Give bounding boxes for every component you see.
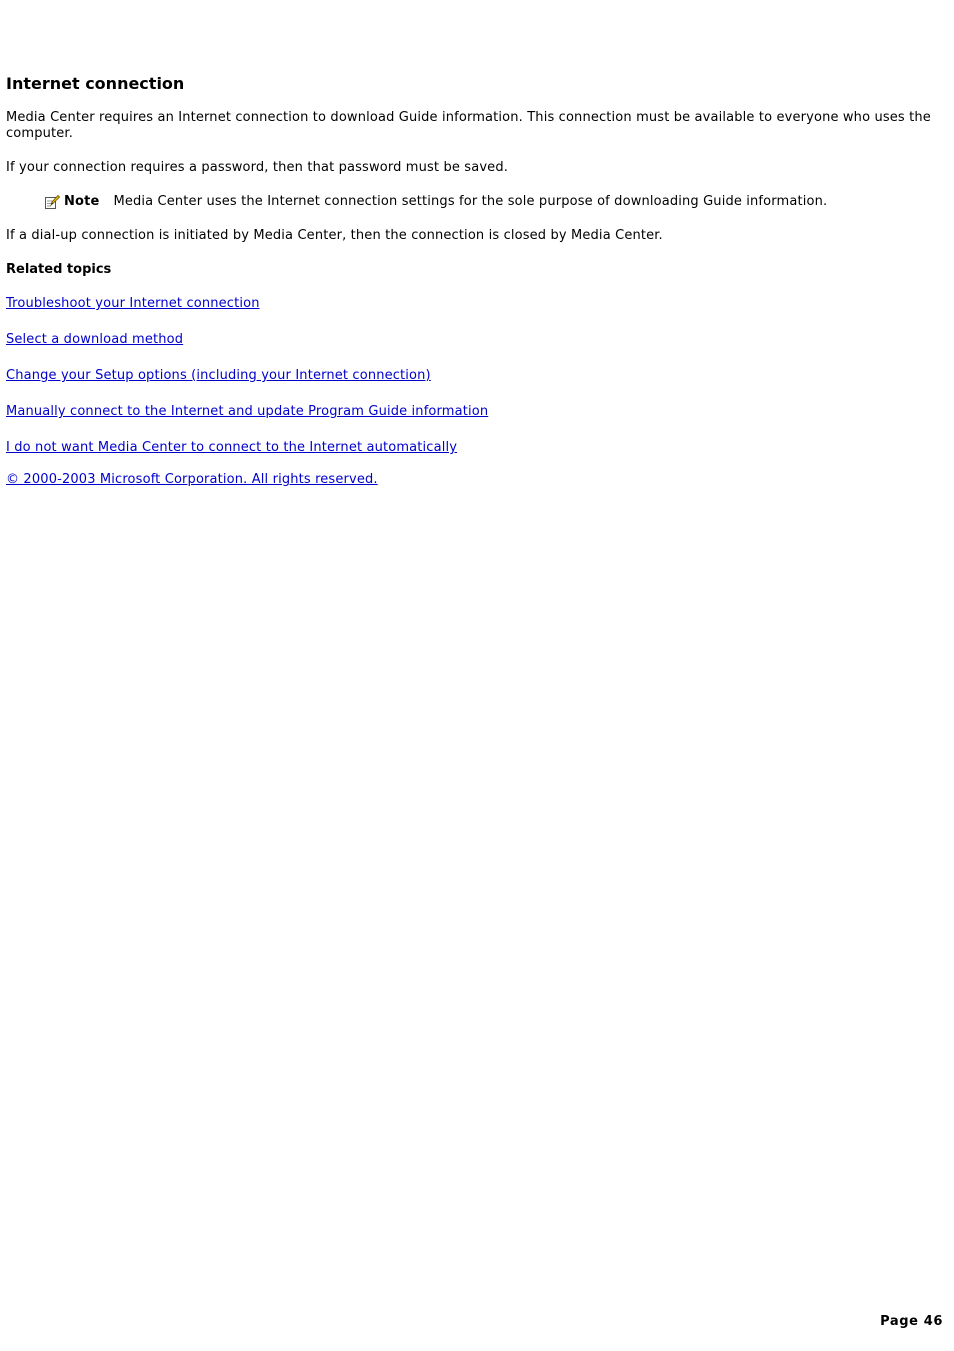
document-body [6, 74, 941, 488]
link-select-download-method[interactable]: Select a download method [6, 332, 184, 347]
link-change-setup-options[interactable]: Change your Setup options (including your Internet connection) [6, 368, 431, 383]
list-item [6, 332, 941, 348]
list-item [6, 296, 941, 312]
link-troubleshoot-internet[interactable]: Troubleshoot your Internet connection [6, 296, 260, 311]
note-text: Media Center uses the Internet connection settings for the sole purpose of downloading Guide information. [113, 194, 828, 209]
list-item [6, 404, 941, 420]
note-block [44, 194, 941, 210]
note-label: Note [64, 194, 100, 209]
list-item [6, 440, 941, 456]
dialup-paragraph: If a dial-up connection is initiated by Media Center, then the connection is closed by Media Center. [6, 228, 663, 243]
link-disable-auto-connect[interactable]: I do not want Media Center to connect to the Internet automatically [6, 440, 458, 455]
link-manually-connect[interactable]: Manually connect to the Internet and update Program Guide information [6, 404, 489, 419]
page-title: Internet connection [6, 74, 185, 93]
copyright-line [6, 472, 941, 488]
note-pencil-icon [44, 194, 60, 210]
list-item [6, 368, 941, 384]
related-topics-heading: Related topics [6, 262, 112, 277]
page-number: Page 46 [880, 1314, 943, 1329]
related-links-list [6, 296, 941, 456]
intro-paragraph: Media Center requires an Internet connection to download Guide information. This connection must be available to everyone who uses the computer. [6, 110, 931, 141]
password-paragraph: If your connection requires a password, then that password must be saved. [6, 160, 509, 175]
copyright-link[interactable]: © 2000-2003 Microsoft Corporation. All rights reserved. [6, 472, 378, 487]
